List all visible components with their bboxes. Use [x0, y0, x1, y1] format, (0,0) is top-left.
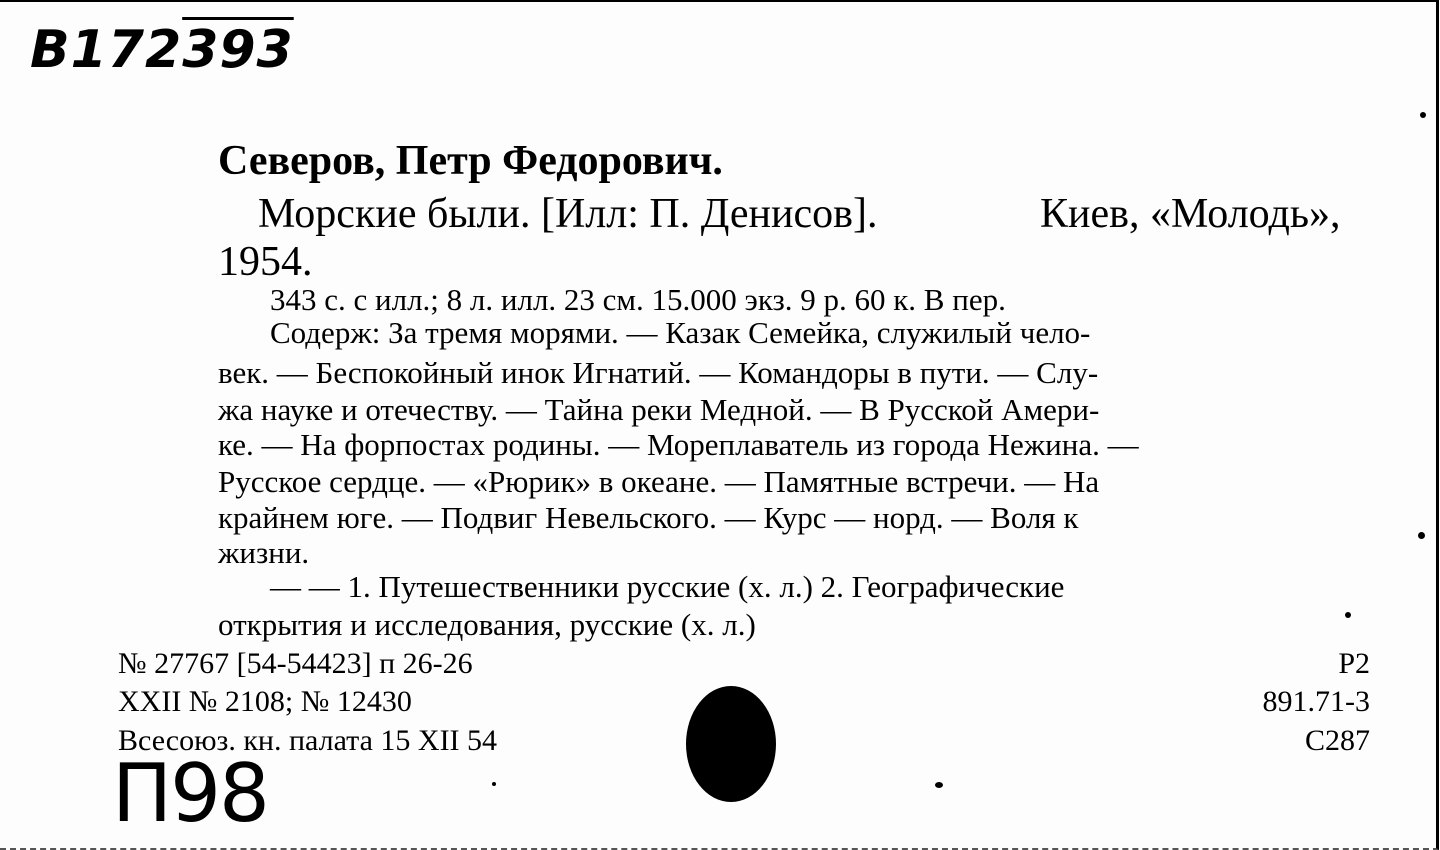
speck	[492, 782, 496, 786]
udc-code: 891.71-3	[1262, 685, 1370, 718]
contents-line: век. — Беспокойный инок Игнатий. — Командоры в пути. — Слу-	[218, 355, 1099, 390]
handwritten-card-number: П98	[112, 747, 268, 840]
registration-number: № 27767 [54-54423] п 26-26	[118, 647, 473, 680]
contents-line: жизни.	[218, 535, 310, 570]
contents-line: Русское сердце. — «Рюрик» в океане. — Памятные встречи. — На	[218, 464, 1100, 499]
physical-description: 343 с. с илл.; 8 л. илл. 23 см. 15.000 экз. 9 р. 60 к. В пер.	[270, 282, 1006, 317]
publication-year: 1954.	[218, 239, 313, 285]
author-mark: С287	[1304, 724, 1370, 757]
contents-line: ке. — На форпостах родины. — Мореплаватель из города Нежина. —	[218, 427, 1139, 462]
author-heading: Северов, Петр Федорович.	[218, 138, 723, 184]
classification-code: Р2	[1338, 647, 1370, 680]
contents-line: Содерж: За тремя морями. — Казак Семейка, служилый чело-	[270, 315, 1091, 350]
chamber-imprint: Всесоюз. кн. палата 15 XII 54	[118, 724, 498, 757]
contents-line: крайнем югe. — Подвиг Невельского. — Курс — норд. — Воля к	[218, 500, 1079, 535]
speck	[1418, 532, 1425, 539]
catalog-reference: XXII № 2108; № 12430	[118, 685, 412, 718]
shelfmark-bottom: 393	[182, 20, 294, 80]
punch-hole	[686, 686, 776, 802]
speck	[935, 782, 943, 788]
speck	[1420, 112, 1426, 118]
publisher-line: Киев, «Молодь»,	[1040, 191, 1341, 237]
title-line: Морские были. [Илл: П. Денисов].	[258, 191, 878, 237]
subject-line: — — 1. Путешественники русские (х. л.) 2. Географические	[270, 569, 1065, 604]
shelfmark-top: В172	[30, 20, 183, 80]
contents-line: жа науке и отечеству. — Тайна реки Медной. — В Русской Амери-	[218, 392, 1100, 427]
handwritten-shelfmark	[30, 20, 294, 80]
subject-line: открытия и исследования, русские (х. л.)	[218, 607, 756, 642]
speck	[1345, 612, 1351, 618]
